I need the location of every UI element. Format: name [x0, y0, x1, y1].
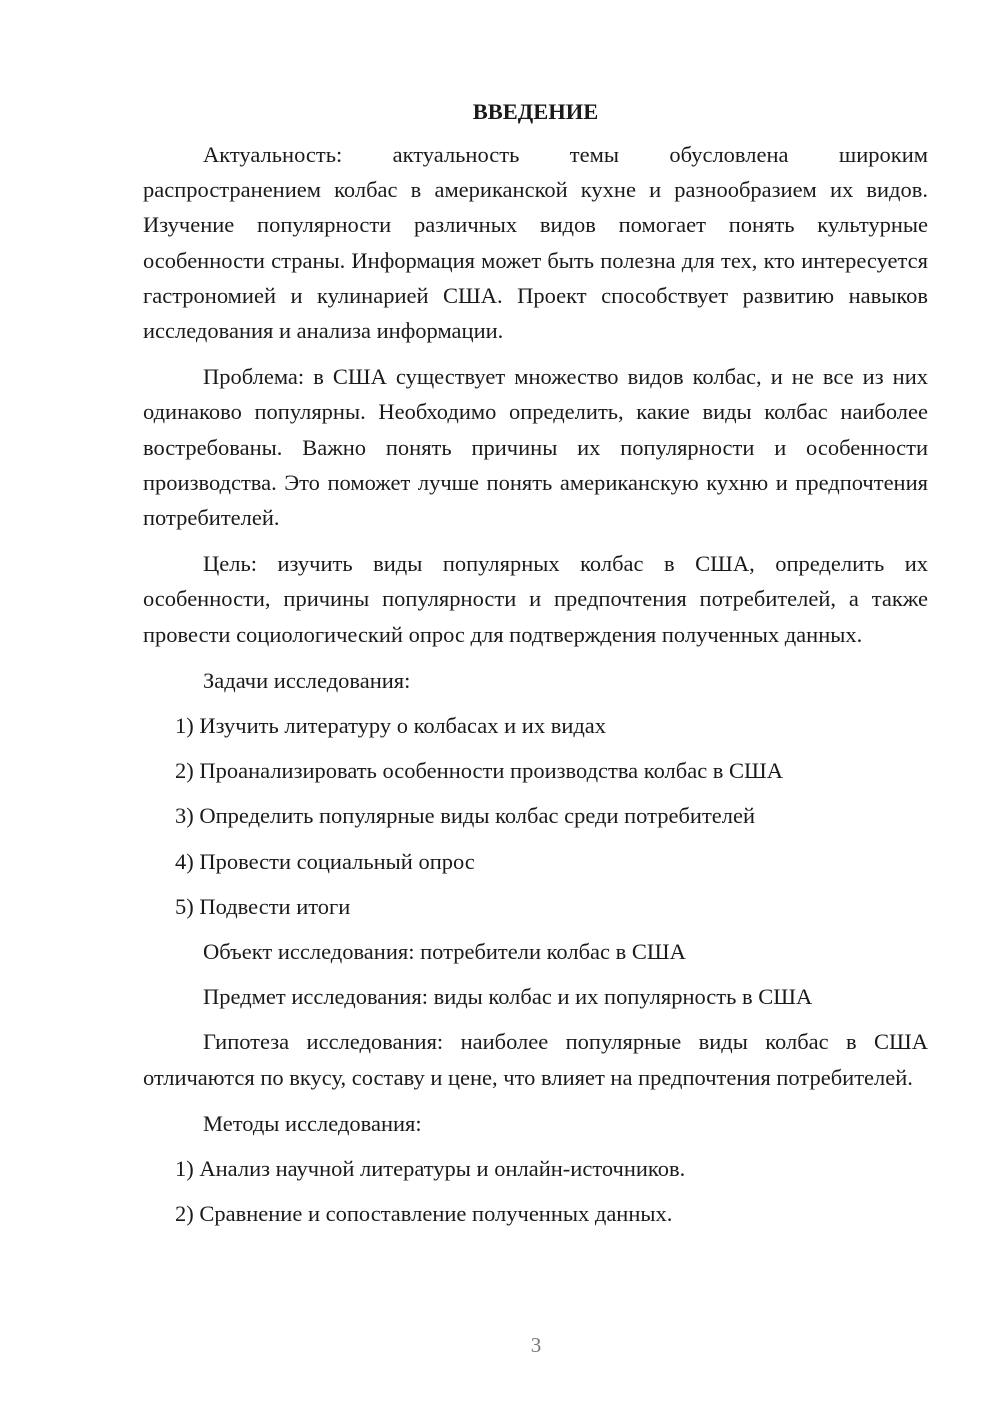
- task-item: 4) Провести социальный опрос: [175, 848, 475, 874]
- goal-paragraph: Цель: изучить виды популярных колбас в США, определить их особенности, причины популярности и предпочтения потребителей, а также провести социологический опрос для подтверждения полученных данных.: [143, 551, 928, 647]
- research-object: Объект исследования: потребители колбас в США: [203, 939, 686, 965]
- section-heading: ВВЕДЕНИЕ: [472, 99, 599, 124]
- method-item: 2) Сравнение и сопоставление полученных данных.: [175, 1201, 673, 1227]
- problem-paragraph: Проблема: в США существует множество видов колбас, и не все из них одинаково популярны. Необходимо определить, какие виды колбас наиболее востребованы. Важно понять причины их популярности и особенности производства. Это поможет лучше понять американскую кухню и предпочтения потребителей.: [143, 364, 928, 531]
- methods-title: Методы исследования:: [203, 1110, 422, 1136]
- page-body: [143, 96, 928, 1241]
- research-subject: Предмет исследования: виды колбас и их популярность в США: [203, 984, 813, 1010]
- page-number: 3: [530, 1333, 542, 1357]
- task-item: 5) Подвести итоги: [175, 893, 351, 919]
- relevance-paragraph: Актуальность: актуальность темы обусловлена широким распространением колбас в американской кухне и разнообразием их видов. Изучение популярности различных видов помогает понять культурные особенности страны. Информация может быть полезна для тех, кто интересуется гастрономией и кулинарией США. Проект способствует развитию навыков исследования и анализа информации.: [143, 142, 928, 344]
- task-item: 2) Проанализировать особенности производства колбас в США: [175, 758, 784, 784]
- hypothesis-paragraph: Гипотеза исследования: наиболее популярные виды колбас в США отличаются по вкусу, составу и цене, что влияет на предпочтения потребителей.: [143, 1029, 928, 1090]
- task-item: 3) Определить популярные виды колбас среди потребителей: [175, 803, 756, 829]
- tasks-title: Задачи исследования:: [203, 667, 411, 693]
- task-item: 1) Изучить литературу о колбасах и их видах: [175, 713, 607, 739]
- method-item: 1) Анализ научной литературы и онлайн-источников.: [175, 1156, 686, 1182]
